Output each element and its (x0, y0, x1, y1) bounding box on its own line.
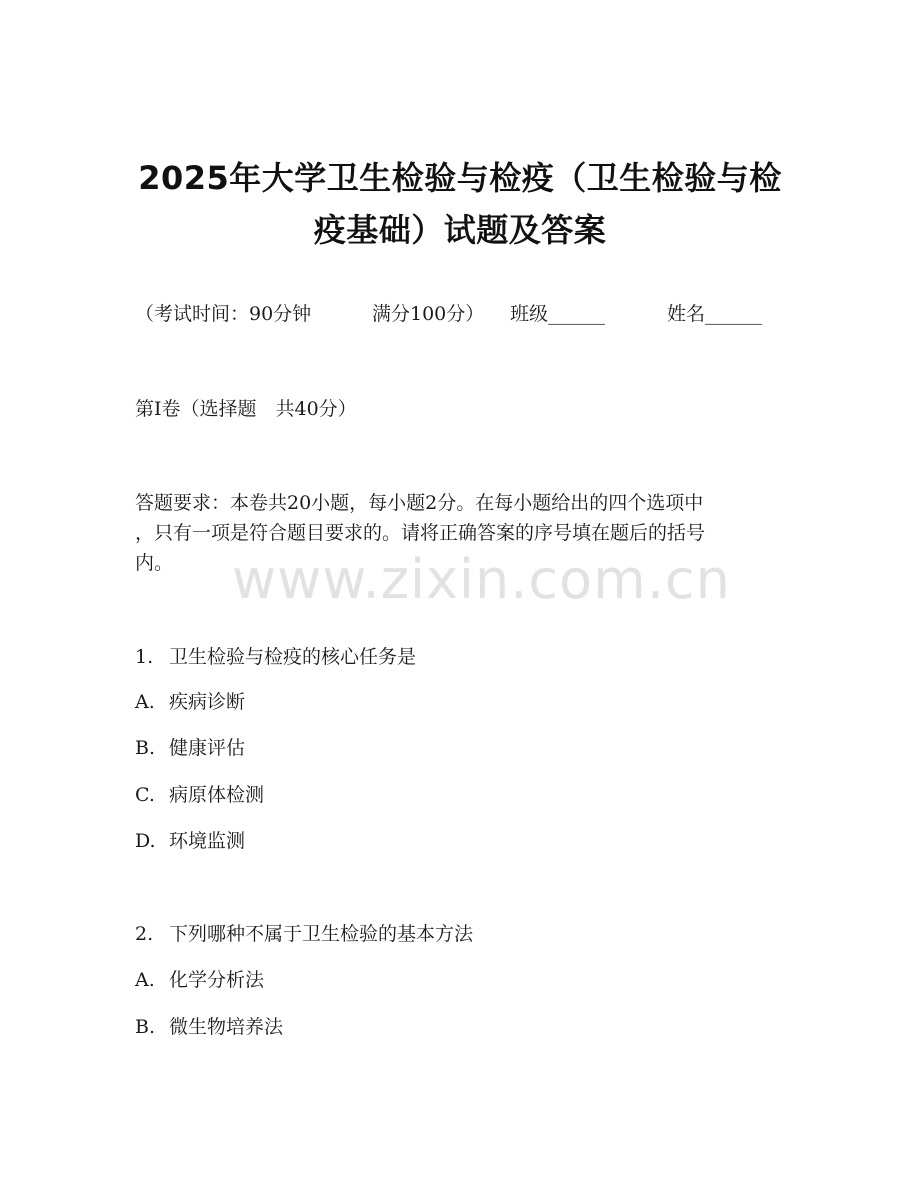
option-label: D. (135, 830, 156, 852)
exam-full-score: 满分100分） (372, 303, 485, 325)
question-1-option-a (135, 690, 245, 714)
option-label: C. (135, 784, 155, 806)
instructions-line-1: 答题要求：本卷共20小题，每小题2分。在每小题给出的四个选项中 (135, 492, 704, 514)
question-2-option-a (135, 968, 264, 992)
question-number: 2. (135, 923, 154, 945)
document-title (120, 152, 800, 256)
question-1-option-c (135, 783, 264, 807)
instructions-line-3: 内。 (135, 552, 174, 574)
title-line-1: 2025年大学卫生检验与检疫（卫生检验与检 (138, 159, 782, 197)
section-title: 第Ⅰ卷（选择题 共40分） (135, 398, 357, 420)
question-number: 1. (135, 646, 154, 668)
option-label: B. (135, 737, 156, 759)
question-1-option-d (135, 829, 245, 853)
option-text: 健康评估 (169, 737, 246, 759)
option-text: 疾病诊断 (169, 691, 246, 713)
question-2-stem (135, 922, 473, 946)
option-label: B. (135, 1016, 156, 1038)
question-text: 下列哪种不属于卫生检验的基本方法 (169, 923, 474, 945)
instructions-line-2: ，只有一项是符合题目要求的。请将正确答案的序号填在题后的括号 (135, 522, 706, 544)
option-text: 化学分析法 (169, 969, 265, 991)
option-label: A. (135, 691, 155, 713)
question-1-option-b (135, 736, 245, 760)
name-field: 姓名______ (667, 303, 763, 325)
title-line-2: 疫基础）试题及答案 (313, 211, 607, 249)
option-text: 病原体检测 (169, 784, 265, 806)
option-label: A. (135, 969, 155, 991)
option-text: 环境监测 (169, 830, 246, 852)
question-text: 卫生检验与检疫的核心任务是 (169, 646, 417, 668)
question-2-option-b (135, 1015, 283, 1039)
option-text: 微生物培养法 (169, 1016, 284, 1038)
exam-time: （考试时间：90分钟 (135, 303, 312, 325)
class-field: 班级______ (510, 303, 606, 325)
answer-instructions (135, 488, 785, 578)
question-1-stem (135, 645, 416, 669)
watermark: www.zixin.com.cn (232, 548, 731, 611)
